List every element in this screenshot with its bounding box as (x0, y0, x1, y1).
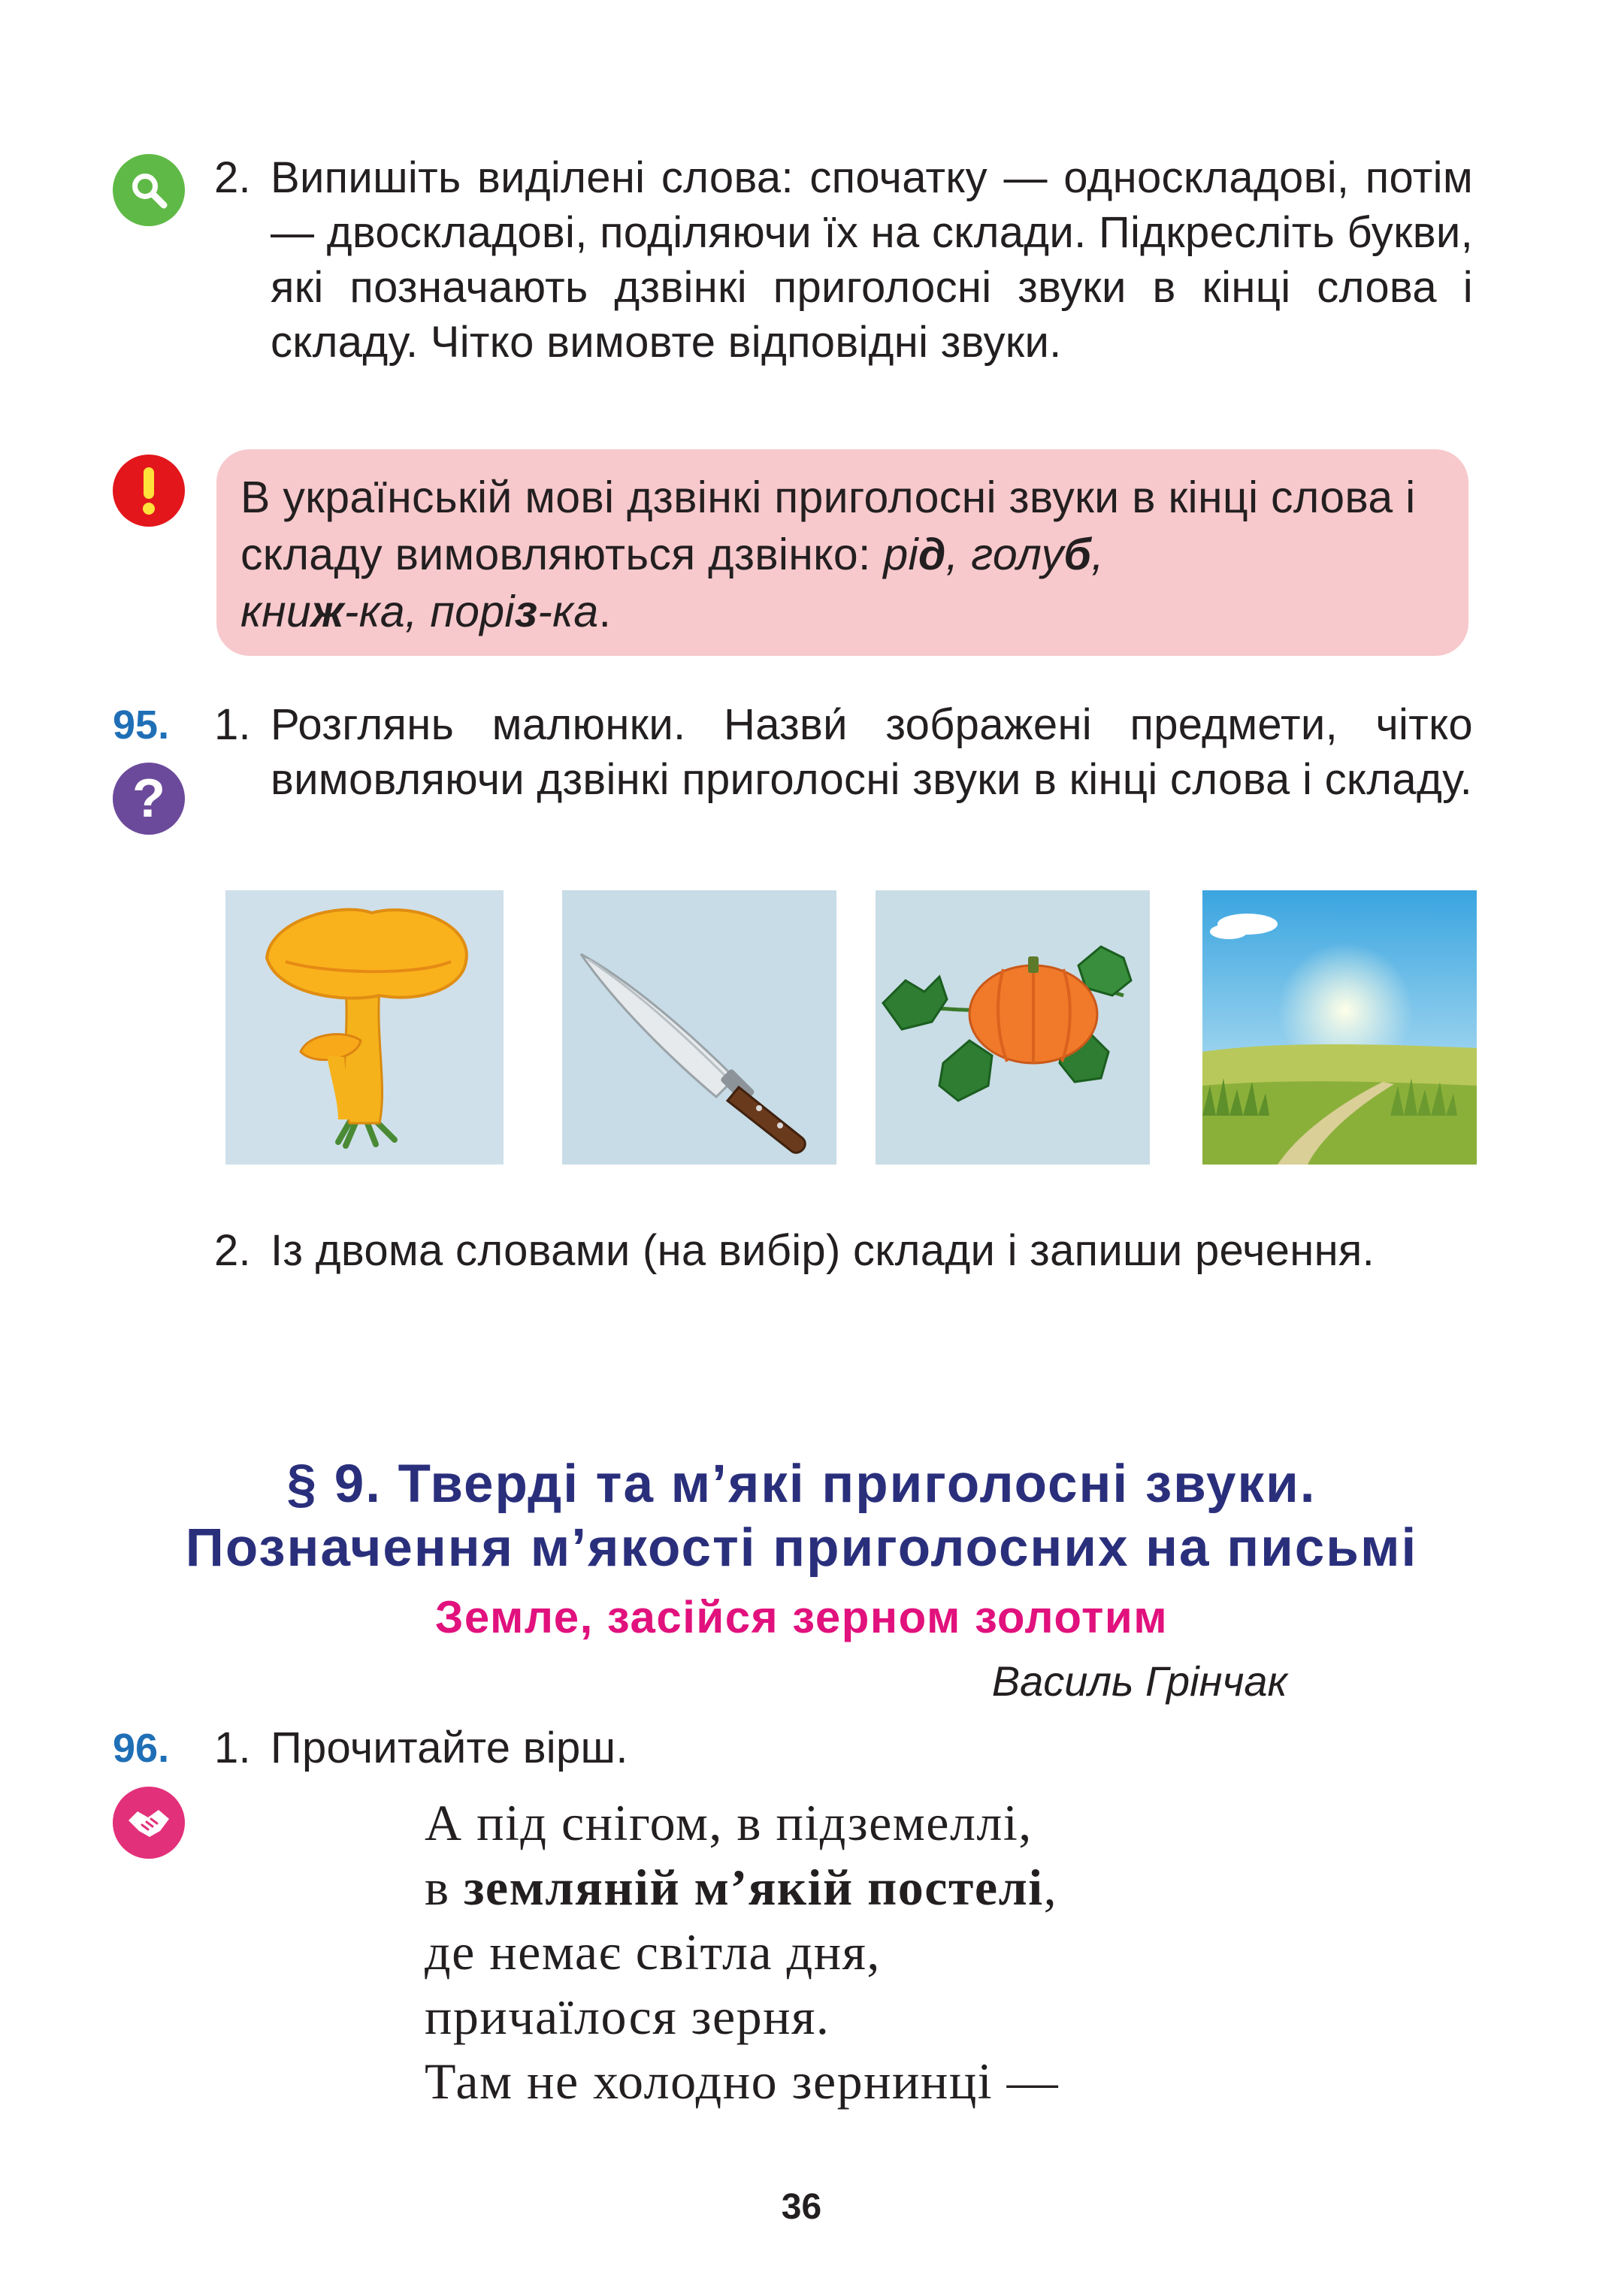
handshake-icon (113, 1787, 185, 1859)
pumpkin-image (876, 890, 1150, 1165)
task-number: 1. (214, 700, 251, 749)
task-number: 2. (214, 1226, 251, 1275)
section-title: § 9. Тверді та м’які приголосні звуки. (286, 1455, 1317, 1514)
task-text: Розглянь малюнки. Назви́ зображені предмети, чітко вимовляючи дзвінкі приголосні звуки в кінці слова і складу. (271, 700, 1473, 804)
rule-intro: В українській мові дзвінкі приголосні звуки в кінці слова і складу вимовляються дзвінко: (240, 473, 1416, 579)
mushroom-image (225, 890, 504, 1165)
rule-example: рід, голуб, книж-ка, поріз-ка (240, 530, 1104, 636)
task-text: Із двома словами (на вибір) склади і запиши речення. (271, 1226, 1375, 1275)
question-icon: ? (113, 763, 185, 835)
task-number: 2. (214, 153, 251, 202)
poem-line: в земляній м’якій постелі, (425, 1859, 1058, 1916)
task-text: Прочитайте вірш. (271, 1724, 628, 1772)
poem-line: Там не холодно зернинці — (425, 2053, 1060, 2110)
author: Василь Грінчак (991, 1657, 1287, 1705)
poem-line: А під снігом, в підземеллі, (425, 1794, 1033, 1851)
page-number: 36 (781, 2187, 822, 2227)
section-subtitle: Земле, засійся зерном золотим (434, 1592, 1169, 1642)
poem (425, 1790, 1059, 2113)
poem-line: причаїлося зерня. (425, 1988, 830, 2045)
task-text: Випишіть виділені слова: спочатку — односкладові, потім — двоскладові, поділяючи їх на склади. Підкресліть букви, які позначають дзвінкі приголосні звуки в кінці слова і складу. Чітко вимовте відповідні звуки. (271, 153, 1473, 367)
exclamation-icon (113, 455, 185, 527)
exercise-number: 96. (113, 1726, 170, 1771)
section-title: Позначення м’якості приголосних на письмі (185, 1518, 1418, 1578)
exercise-number: 95. (113, 702, 170, 748)
knife-image (562, 890, 836, 1165)
task-number: 1. (214, 1724, 251, 1772)
rule-text: В українській мові дзвінкі приголосні звуки в кінці слова і складу вимовляються дзвінко: рід, голуб, книж-ка, поріз-ка. (240, 473, 1416, 636)
poem-line: де немає світла дня, (425, 1923, 881, 1980)
magnifier-icon (113, 154, 185, 226)
meadow-image (1202, 890, 1477, 1165)
